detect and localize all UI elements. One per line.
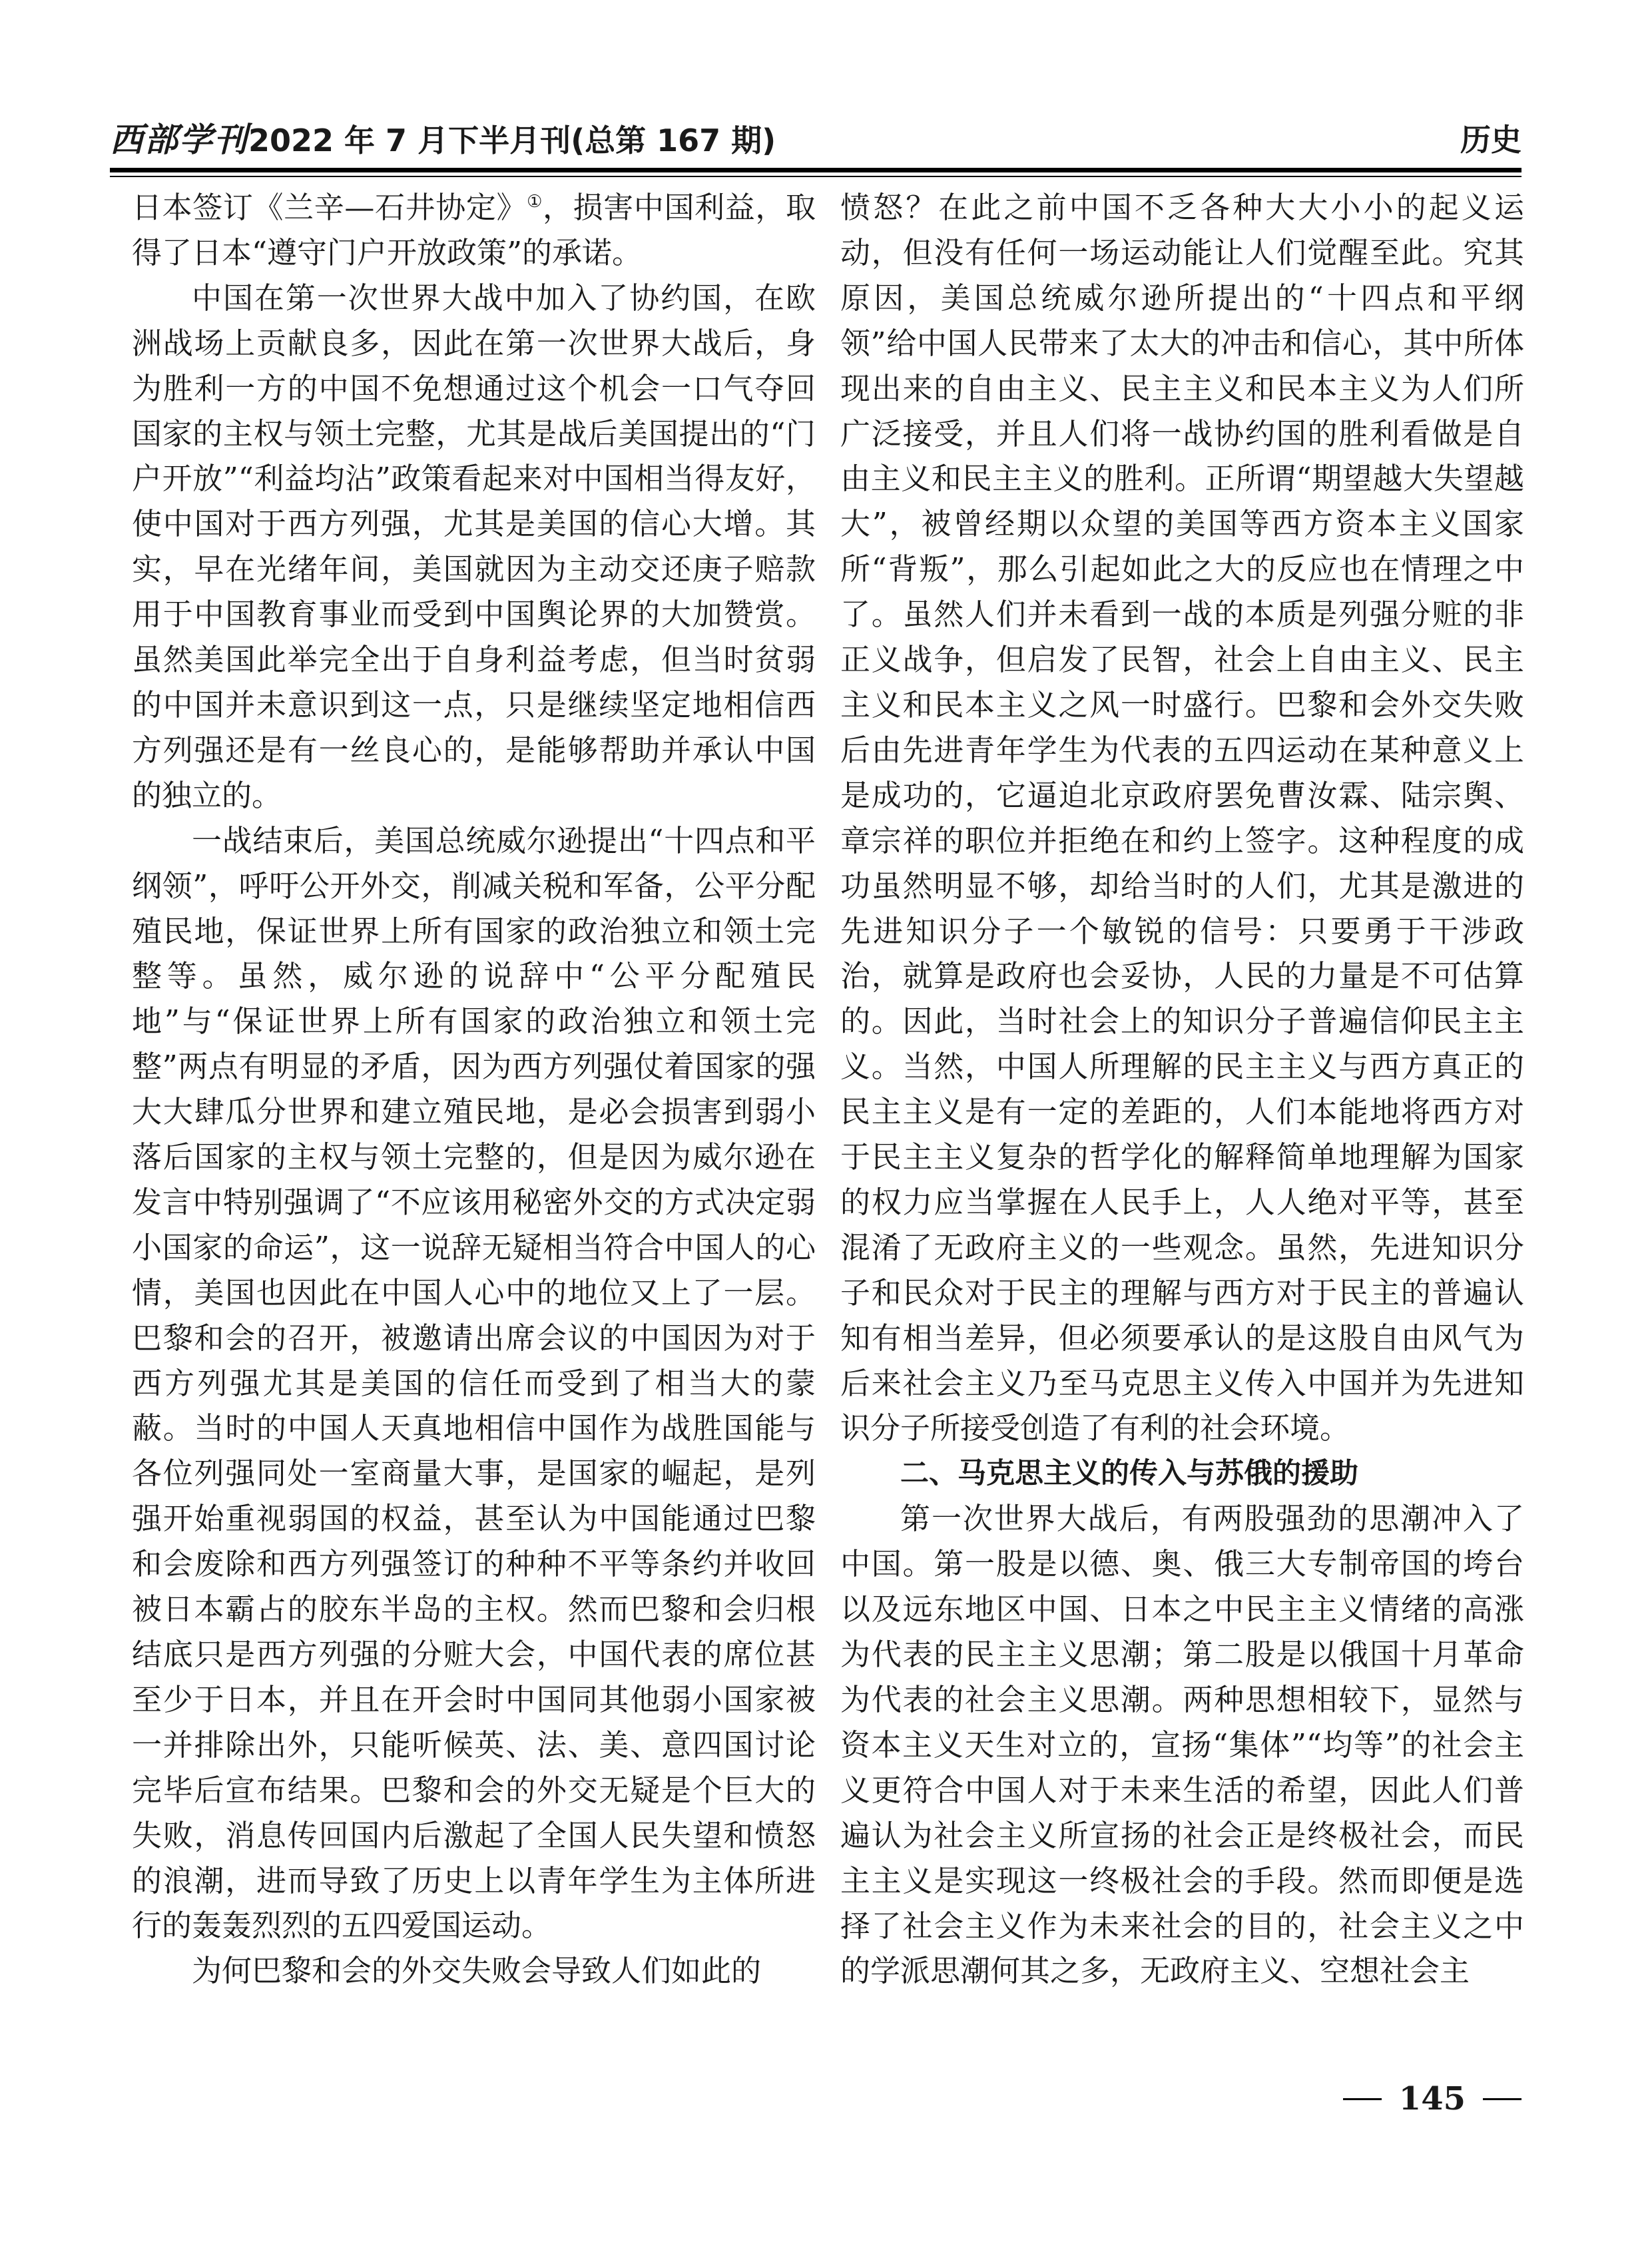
footer-dash-left — [1343, 2098, 1382, 2100]
section-heading: 二、马克思主义的传入与苏俄的援助 — [900, 1457, 1358, 1491]
footer-dash-right — [1483, 2098, 1521, 2100]
header-journal-info — [110, 113, 776, 167]
paragraph: 愤怒？在此之前中国不乏各种大大小小的起义运动，但没有任何一场运动能让人们觉醒至此。究其原因，美国总统威尔逊所提出的“十四点和平纲领”给中国人民带来了太大的冲击和信心，其中所体现出来的自由主义、民主主义和民本主义为人们所广泛接受，并且人们将一战协约国的胜利看做是自由主义和民主主义的胜利。正所谓“期望越大失望越大”，被曾经期以众望的美国等西方资本主义国家所“背叛”，那么引起如此之大的反应也在情理之中了。虽然人们并未看到一战的本质是列强分赃的非正义战争，但启发了民智，社会上自由主义、民主主义和民本主义之风一时盛行。巴黎和会外交失败后由先进青年学生为代表的五四运动在某种意义上是成功的，它逼迫北京政府罢免曹汝霖、陆宗舆、章宗祥的职位并拒绝在和约上签字。这种程度的成功虽然明显不够，却给当时的人们，尤其是激进的先进知识分子一个敏锐的信号：只要勇于干涉政治，就算是政府也会妥协，人民的力量是不可估算的。因此，当时社会上的知识分子普遍信仰民主主义。当然，中国人所理解的民主主义与西方真正的民主主义是有一定的差距的，人们本能地将西方对于民主主义复杂的哲学化的解释简单地理解为国家的权力应当掌握在人民手上，人人绝对平等，甚至混淆了无政府主义的一些观念。虽然，先进知识分子和民众对于民主的理解与西方对于民主的普遍认知有相当差异，但必须要承认的是这股自由风气为后来社会主义乃至马克思主义传入中国并为先进知识分子所接受创造了有利的社会环境。 — [840, 190, 1524, 1446]
paragraph: 日本签订《兰辛—石井协定》①，损害中国利益，取得了日本“遵守门户开放政策”的承诺。 — [132, 190, 816, 270]
paragraph: 一战结束后，美国总统威尔逊提出“十四点和平纲领”，呼吁公开外交，削减关税和军备，公平分配殖民地，保证世界上所有国家的政治独立和领土完整等。虽然，威尔逊的说辞中“公平分配殖民地”与“保证世界上所有国家的政治独立和领土完整”两点有明显的矛盾，因为西方列强仗着国家的强大大肆瓜分世界和建立殖民地，是必会损害到弱小落后国家的主权与领土完整的，但是因为威尔逊在发言中特别强调了“不应该用秘密外交的方式决定弱小国家的命运”，这一说辞无疑相当符合中国人的心情，美国也因此在中国人心中的地位又上了一层。巴黎和会的召开，被邀请出席会议的中国因为对于西方列强尤其是美国的信任而受到了相当大的蒙蔽。当时的中国人天真地相信中国作为战胜国能与各位列强同处一室商量大事，是国家的崛起，是列强开始重视弱国的权益，甚至认为中国能通过巴黎和会废除和西方列强签订的种种不平等条约并收回被日本霸占的胶东半岛的主权。然而巴黎和会归根结底只是西方列强的分赃大会，中国代表的席位甚至少于日本，并且在开会时中国同其他弱小国家被一并排除出外，只能听候英、法、美、意四国讨论完毕后宣布结果。巴黎和会的外交无疑是个巨大的失败，消息传回国内后激起了全国人民失望和愤怒的浪潮，进而导致了历史上以青年学生为主体所进行的轰轰烈烈的五四爱国运动。 — [132, 822, 816, 1944]
page-number: 145 — [1398, 2080, 1466, 2117]
right-column — [840, 185, 1524, 1994]
page-header — [110, 113, 1521, 166]
paragraph: 中国在第一次世界大战中加入了协约国，在欧洲战场上贡献良多，因此在第一次世界大战后，身为胜利一方的中国不免想通过这个机会一口气夺回国家的主权与领土完整，尤其是战后美国提出的“门户开放”“利益均沾”政策看起来对中国相当得友好，使中国对于西方列强，尤其是美国的信心大增。其实，早在光绪年间，美国就因为主动交还庚子赔款用于中国教育事业而受到中国舆论界的大加赞赏。虽然美国此举完全出于自身利益考虑，但当时贫弱的中国并未意识到这一点，只是继续坚定地相信西方列强还是有一丝良心的，是能够帮助并承认中国的独立的。 — [132, 280, 816, 813]
journal-logo: 西部学刊 — [110, 120, 248, 159]
section-label: 历史 — [1460, 122, 1521, 158]
paragraph: 第一次世界大战后，有两股强劲的思潮冲入了中国。第一股是以德、奥、俄三大专制帝国的垮台以及远东地区中国、日本之中民主主义情绪的高涨为代表的民主主义思潮；第二股是以俄国十月革命为代表的社会主义思潮。两种思想相较下，显然与资本主义天生对立的，宣扬“集体”“均等”的社会主义更符合中国人对于未来生活的希望，因此人们普遍认为社会主义所宣扬的社会正是终极社会，而民主主义是实现这一终极社会的手段。然而即便是选择了社会主义作为未来社会的目的，社会主义之中的学派思潮何其之多，无政府主义、空想社会主 — [840, 1501, 1524, 1989]
paragraph: 为何巴黎和会的外交失败会导致人们如此的 — [192, 1953, 762, 1989]
page-footer — [1343, 2079, 1521, 2119]
header-rule-thick — [110, 168, 1521, 172]
issue-info: 2022 年 7 月下半月刊(总第 167 期) — [248, 123, 776, 158]
header-rule-thin — [110, 176, 1521, 177]
left-column — [132, 185, 816, 1994]
footnote-marker[interactable]: ① — [527, 192, 543, 212]
